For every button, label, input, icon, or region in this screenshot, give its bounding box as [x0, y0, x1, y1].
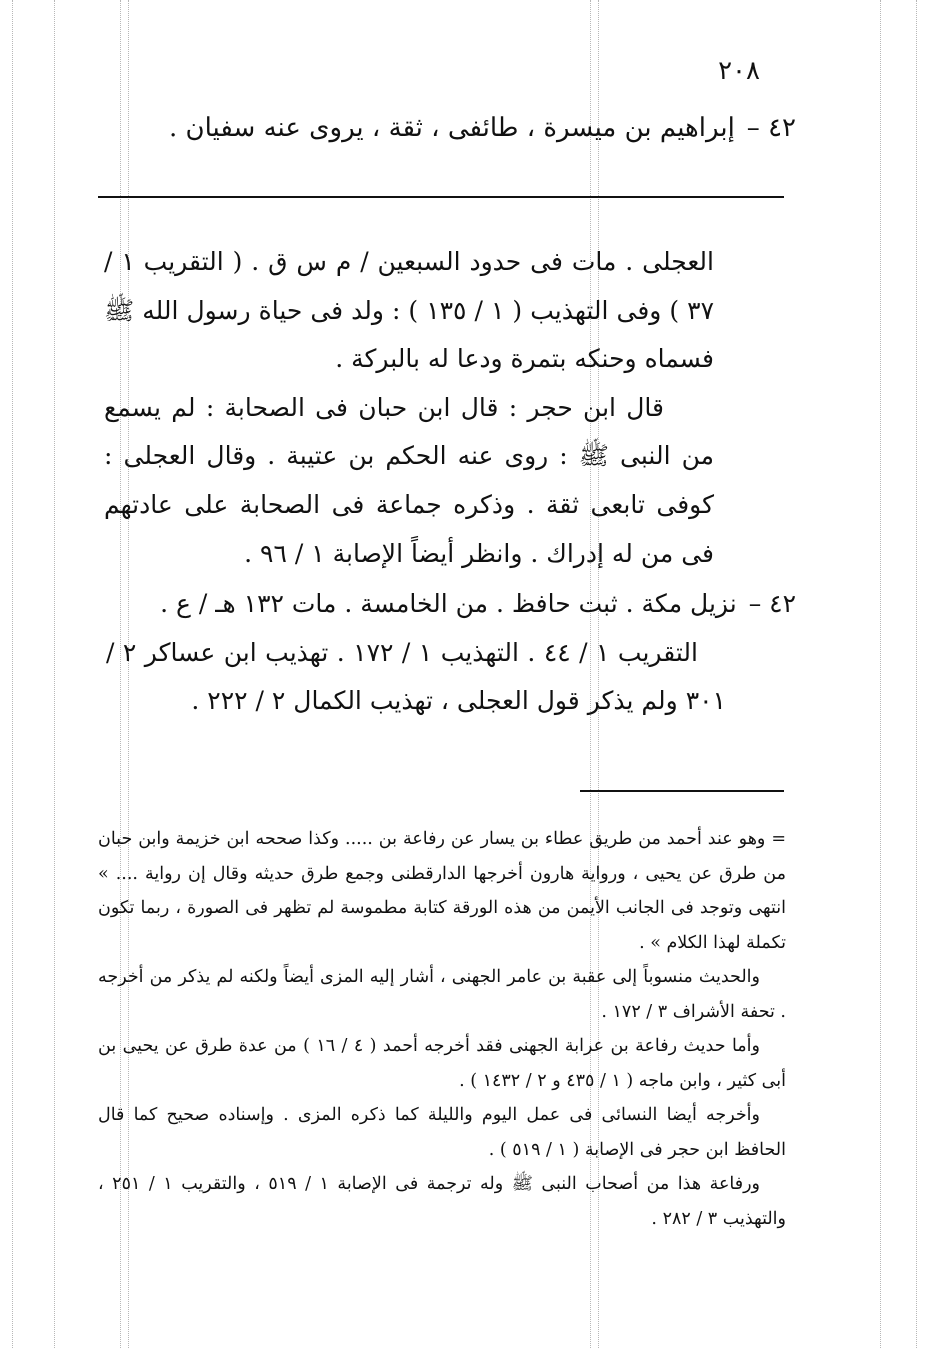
footnote-paragraph: وأخرجه أيضا النسائى فى عمل اليوم والليلة كما ذكره المزى . وإسناده صحيح كما قال الحافظ ابن حجر فى الإصابة ( ١ / ٥١٩ ) .: [98, 1105, 786, 1160]
footnotes: [98, 822, 786, 1236]
scan-dotted-line: [12, 0, 13, 1348]
entry-first-text: نزيل مكة . ثبت حافظ . من الخامسة . مات ١٣٢ هـ / ع .: [160, 589, 737, 618]
footnote-paragraph: ورفاعة هذا من أصحاب النبى ﷺ وله ترجمة فى الإصابة ١ / ٥١٩ ، والتقريب ١ / ٢٥١ ، والتهذيب ٣ / ٢٨٢ .: [98, 1174, 786, 1229]
footnote-paragraph: وأما حديث رفاعة بن عرابة الجهنى فقد أخرجه أحمد ( ٤ / ١٦ ) من عدة طرق عن يحيى بن أبى كثير ، وابن ماجه ( ١ / ٤٣٥ و ٢ / ١٤٣٢ ) .: [98, 1036, 786, 1091]
footnote-divider: [580, 790, 784, 792]
entry-first-line: [106, 580, 796, 629]
scan-dotted-line: [54, 0, 55, 1348]
section-divider: [98, 196, 784, 198]
second-entry: [106, 580, 796, 726]
entry-continuation: التقريب ١ / ٤٤ . التهذيب ١ / ١٧٢ . تهذيب ابن عساكر ٢ / ٣٠١ ولم يذكر قول العجلى ، تهذيب الكمال ٢ / ٢٢٢ .: [106, 637, 726, 716]
entry-text: إبراهيم بن ميسرة ، طائفى ، ثقة ، يروى عنه سفيان .: [169, 113, 735, 143]
header-entry: [96, 110, 796, 146]
main-paragraph: قال ابن حجر : قال ابن حبان فى الصحابة : لم يسمع من النبى ﷺ : روى عنه الحكم بن عتيبة . وقال العجلى : كوفى تابعى ثقة . وذكره جماعة فى الصحابة على عادتهم فى من له إدراك . وانظر أيضاً الإصابة ١ / ٩٦ .: [104, 392, 714, 568]
footnote-paragraph: = وهو عند أحمد من طريق عطاء بن يسار عن رفاعة بن ..... وكذا صححه ابن خزيمة وابن حبان من طرق عن يحيى ، ورواية هارون أخرجها الدارقطنى وجمع طرق حديثه وقال إن رواية .... » انتهى وتوجد فى الجانب الأيمن من هذه الورقة كتابة مطموسة لم تظهر فى الصورة ، ربما تكون تكملة لهذا الكلام » .: [98, 829, 786, 953]
footnote-paragraph: والحديث منسوباً إلى عقبة بن عامر الجهنى ، أشار إليه المزى أيضاً ولكنه لم يذكر من أخرجه . تحفة الأشراف ٣ / ١٧٢ .: [98, 967, 786, 1022]
page-number: ٢٠٨: [718, 56, 760, 86]
scan-dotted-line: [916, 0, 917, 1348]
entry-number: ٤٢ –: [748, 589, 796, 618]
scan-dotted-line: [880, 0, 881, 1348]
main-text: [104, 238, 714, 578]
main-paragraph: العجلى . مات فى حدود السبعين / م س ق . ( التقريب ١ / ٣٧ ) وفى التهذيب ( ١ / ١٣٥ ) : ولد فى حياة رسول الله ﷺ فسماه وحنكه بتمرة ودعا له بالبركة .: [104, 247, 714, 374]
entry-number: ٤٢ –: [746, 113, 796, 143]
